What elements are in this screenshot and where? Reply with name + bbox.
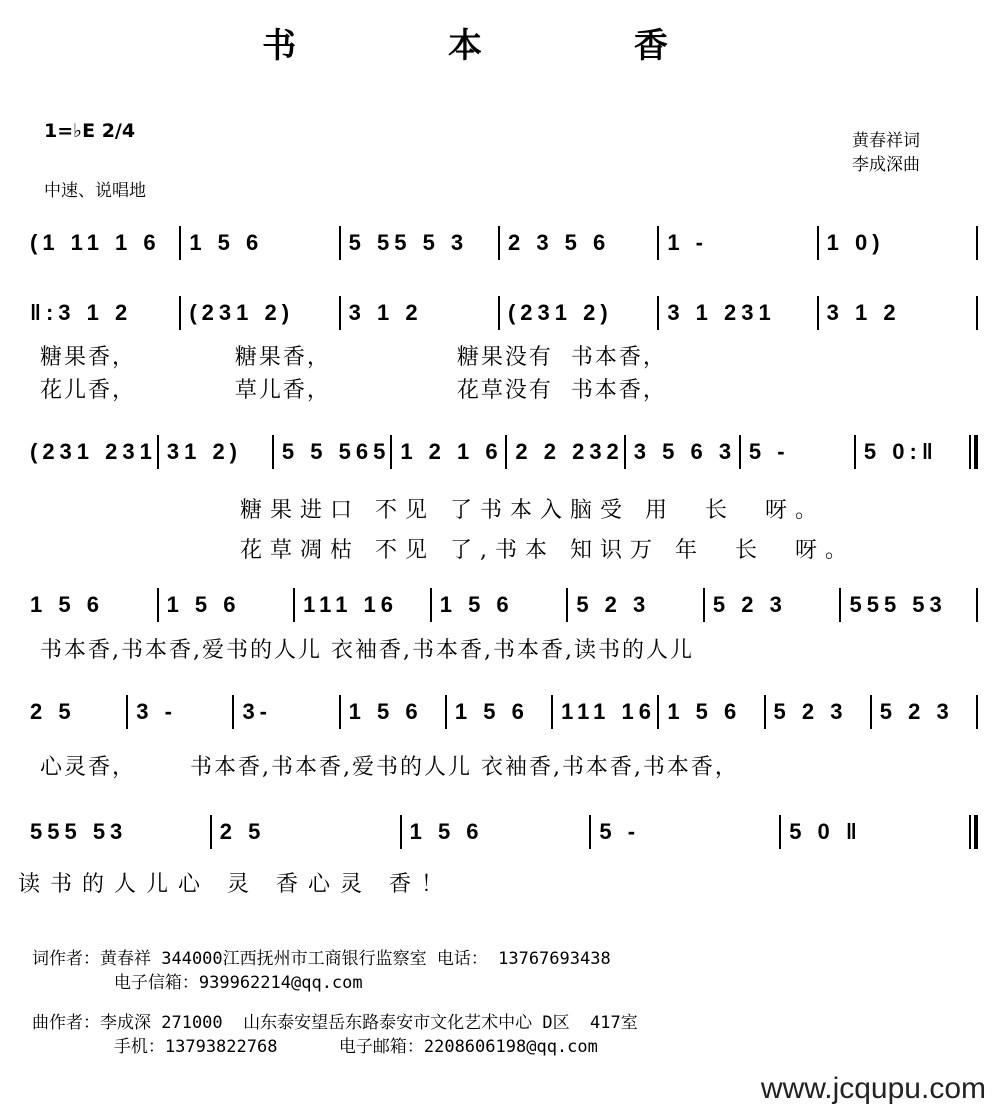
credit-line: 曲作者：李成深 271000 山东泰安望岳东路泰安市文化艺术中心 D区 417室 [32,1013,638,1033]
measure: 1 5 6 [657,695,763,729]
measure: 1 5 6 [445,695,551,729]
measure: 3- [232,695,338,729]
credit-line: 电子信箱：939962214@qq.com [32,973,363,993]
watermark: www.jcqupu.com [760,1072,986,1105]
measure: 5 55 5 3 [339,226,498,260]
measure: 1 2 1 6 [390,435,505,469]
measure: 31 2) [157,435,272,469]
credit-line: 词作者：黄春祥 344000江西抚州市工商银行监察室 电话： 13767693438 [32,949,611,969]
measure: 1 5 6 [157,588,294,622]
notation-line [22,228,978,258]
measure: 2 5 [210,815,400,849]
measure: 3 5 6 3 [624,435,739,469]
measure: 2 5 [30,699,76,724]
notation-line [22,697,978,727]
barline [969,815,978,849]
barline [976,695,978,729]
lyrics-line: 读书的人儿心 灵 香心灵 香！ [18,872,453,897]
lyrics-line: 心灵香， 书本香,书本香,爱书的人儿 衣袖香,书本香,书本香， [40,755,739,780]
measure: 5 0 ‖ [779,815,969,849]
measure: (231 231 [30,439,157,464]
measure: 3 1 2 [339,296,498,330]
measure: 3 1 2 [817,296,976,330]
measure: 2 3 5 6 [498,226,657,260]
lyrics-line: 糖果进口 不见 了书本入脑受 用 长 呀。 [240,498,825,523]
measure: 5 - [589,815,779,849]
measure: 5 0:‖ [854,435,969,469]
notation-line [22,590,978,620]
credit-line: 手机：13793822768 电子邮箱：2208606198@qq.com [32,1037,598,1057]
measure: 5 2 3 [764,695,870,729]
measure: 1 5 6 [400,815,590,849]
song-title: 书 本 香 [262,26,738,66]
lyrics-line: 糖果香， 糖果香， 糖果没有 书本香， [40,345,667,370]
measure: 5 2 3 [870,695,976,729]
measure: 1 5 6 [339,695,445,729]
barline [976,226,978,260]
measure: (231 2) [179,296,338,330]
measure: 555 53 [839,588,976,622]
measure: 111 16 [293,588,430,622]
lyrics-line: 花草凋枯 不见 了,书本 知识万 年 长 呀。 [240,538,855,563]
lyricist: 黄春祥词 [852,131,920,151]
measure: 1 5 6 [30,592,104,617]
measure: 111 16 [551,695,657,729]
notation-line [22,298,978,328]
barline [976,296,978,330]
measure: (231 2) [498,296,657,330]
measure: 2 2 232 [505,435,623,469]
measure: 5 - [739,435,854,469]
tempo-marking: 中速、说唱地 [44,181,146,201]
composer: 李成深曲 [852,155,920,175]
measure: 5 2 3 [566,588,703,622]
key-signature: 1=♭E 2/4 [44,120,136,142]
measure: ‖:3 1 2 [30,300,133,325]
lyrics-line: 花儿香， 草儿香， 花草没有 书本香， [40,378,667,403]
measure: (1 11 1 6 [30,230,161,255]
measure: 3 1 231 [657,296,816,330]
measure: 5 2 3 [703,588,840,622]
measure: 555 53 [30,819,128,844]
measure: 5 5 565 [272,435,390,469]
barline [969,435,978,469]
notation-line [22,817,978,847]
measure: 1 5 6 [179,226,338,260]
measure: 1 - [657,226,816,260]
lyrics-line: 书本香,书本香,爱书的人儿 衣袖香,书本香,书本香,读书的人儿 [40,638,694,663]
measure: 1 5 6 [430,588,567,622]
measure: 1 0) [817,226,976,260]
notation-line [22,437,978,467]
measure: 3 - [126,695,232,729]
barline [976,588,978,622]
